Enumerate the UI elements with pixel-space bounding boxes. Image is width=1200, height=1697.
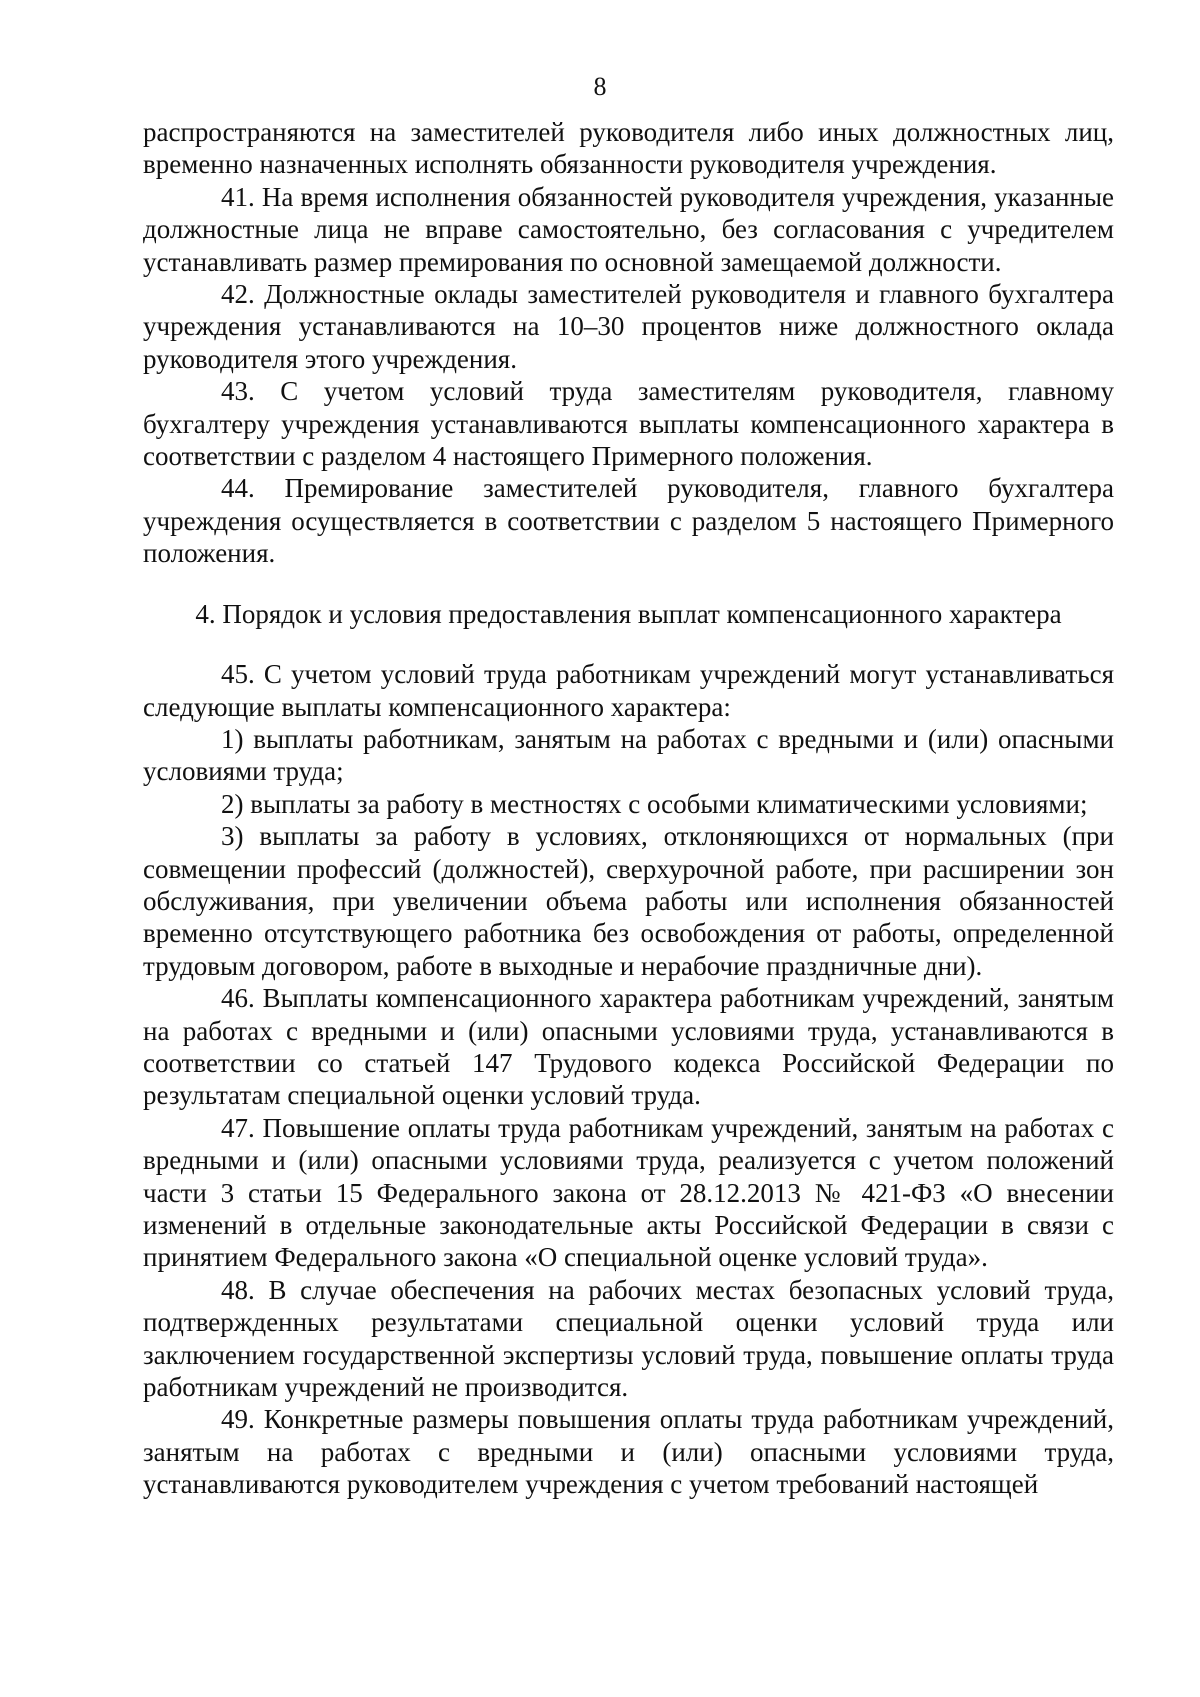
- paragraph-continuation: распространяются на заместителей руководителя либо иных должностных лиц, временно назначенных исполнять обязанности руководителя учреждения.: [143, 117, 1114, 180]
- document-body: [143, 116, 1114, 1501]
- section-heading: 4. Порядок и условия предоставления выплат компенсационного характера: [195, 598, 1062, 629]
- paragraph-44: 44. Премирование заместителей руководителя, главного бухгалтера учреждения осуществляется в соответствии с разделом 5 настоящего Примерного положения.: [143, 473, 1114, 569]
- paragraph-48: 48. В случае обеспечения на рабочих местах безопасных условий труда, подтвержденных результатами специальной оценки условий труда или заключением государственной экспертизы условий труда, повышение оплаты труда работникам учреждений не производится.: [143, 1274, 1114, 1403]
- paragraph-49: 49. Конкретные размеры повышения оплаты труда работникам учреждений, занятым на работах с вредными и (или) опасными условиями труда, устанавливаются руководителем учреждения с учетом требований настоящей: [143, 1404, 1114, 1500]
- paragraph-46: 46. Выплаты компенсационного характера работникам учреждений, занятым на работах с вредными и (или) опасными условиями труда, устанавливаются в соответствии со статьей 147 Трудового кодекса Российской Федерации по результатам специальной оценки условий труда.: [143, 983, 1114, 1111]
- page-number: 8: [593, 72, 607, 101]
- paragraph-42: 42. Должностные оклады заместителей руководителя и главного бухгалтера учреждения устанавливаются на 10–30 процентов ниже должностного оклада руководителя этого учреждения.: [143, 279, 1114, 374]
- paragraph-43: 43. С учетом условий труда заместителям руководителя, главному бухгалтеру учреждения устанавливаются выплаты компенсационного характера в соответствии с разделом 4 настоящего Примерного положения.: [143, 376, 1114, 472]
- list-item-3: 3) выплаты за работу в условиях, отклоняющихся от нормальных (при совмещении профессий (должностей), сверхурочной работе, при расширении зон обслуживания, при увеличении объема работы или исполнения обязанностей временно отсутствующего работника без освобождения от работы, определенной трудовым договором, работе в выходные и нерабочие праздничные дни).: [143, 821, 1114, 981]
- paragraph-41: 41. На время исполнения обязанностей руководителя учреждения, указанные должностные лица не вправе самостоятельно, без согласования с учредителем устанавливать размер премирования по основной замещаемой должности.: [143, 181, 1114, 277]
- paragraph-47: 47. Повышение оплаты труда работникам учреждений, занятым на работах с вредными и (или) опасными условиями труда, реализуется с учетом положений части 3 статьи 15 Федерального закона от 28.12.2013 № 421-ФЗ «О внесении изменений в отдельные законодательные акты Российской Федерации в связи с принятием Федерального закона «О специальной оценке условий труда».: [143, 1112, 1114, 1273]
- list-item-1: 1) выплаты работникам, занятым на работах с вредными и (или) опасными условиями труда;: [143, 723, 1114, 787]
- paragraph-45: 45. С учетом условий труда работникам учреждений могут устанавливаться следующие выплаты компенсационного характера:: [143, 659, 1114, 722]
- list-item-2: 2) выплаты за работу в местностях с особыми климатическими условиями;: [221, 788, 1088, 819]
